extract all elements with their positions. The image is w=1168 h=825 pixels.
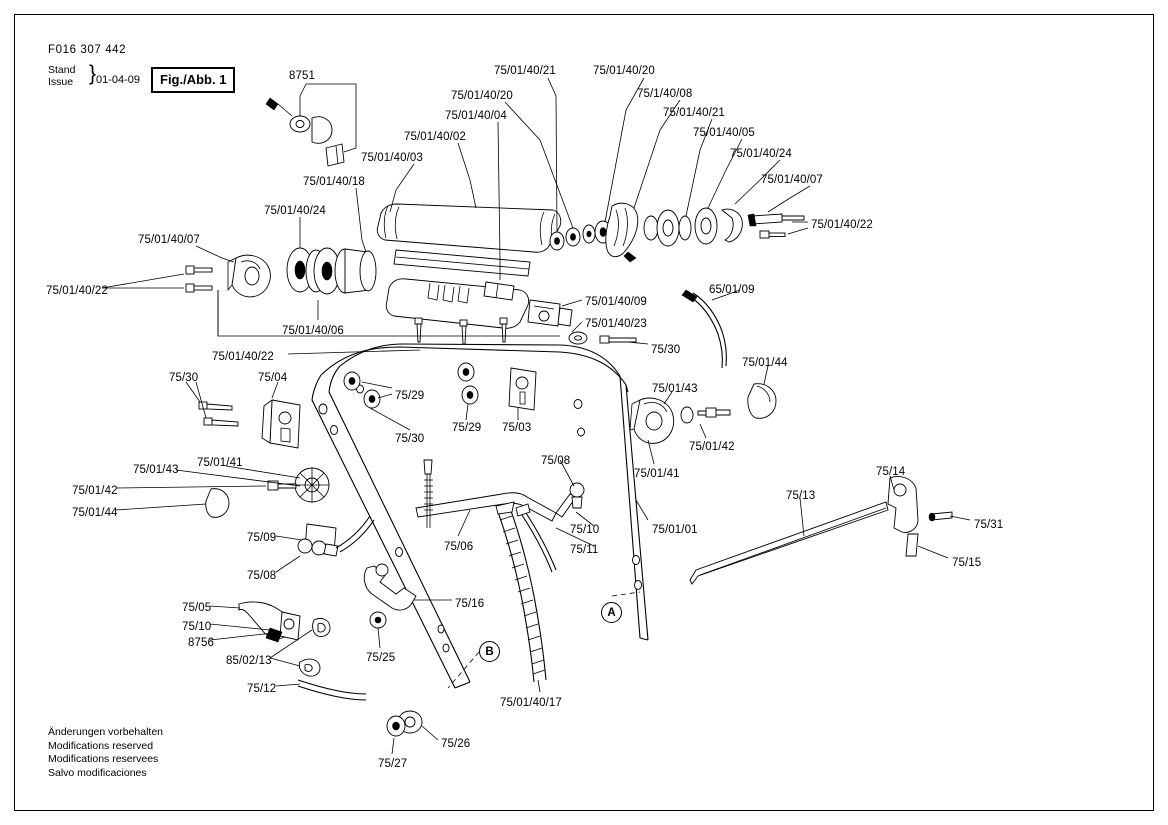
callout-750140-24a: 75/01/40/24: [730, 148, 792, 160]
callout-7510b: 75/10: [182, 621, 212, 633]
section-mark-a: A: [601, 602, 622, 623]
callout-750142a: 75/01/42: [689, 441, 735, 453]
callout-750144a: 75/01/44: [742, 357, 788, 369]
callout-750140-22b: 75/01/40/22: [46, 285, 108, 297]
callout-750140-21a: 75/01/40/21: [494, 65, 556, 77]
callout-7529a: 75/29: [395, 390, 425, 402]
callout-750140-24b: 75/01/40/24: [264, 205, 326, 217]
callout-7530a: 75/30: [651, 344, 681, 356]
callout-7503: 75/03: [502, 422, 532, 434]
brace-glyph: }: [89, 62, 97, 85]
callout-650109: 65/01/09: [709, 284, 755, 296]
callout-7527: 75/27: [378, 758, 408, 770]
callout-750141b: 75/01/41: [634, 468, 680, 480]
callout-750140-20b: 75/01/40/20: [451, 90, 513, 102]
callout-8756: 8756: [188, 637, 214, 649]
callout-7531: 75/31: [974, 519, 1004, 531]
callout-750140-22a: 75/01/40/22: [811, 219, 873, 231]
callout-7530c: 75/30: [395, 433, 425, 445]
callout-7506: 75/06: [444, 541, 474, 553]
callout-7530b: 75/30: [169, 372, 199, 384]
stand-label: Stand: [48, 64, 76, 76]
callout-750140-21b: 75/01/40/21: [663, 107, 725, 119]
issue-label: Issue: [48, 76, 74, 88]
callout-750140-22c: 75/01/40/22: [212, 351, 274, 363]
callout-8751: 8751: [289, 70, 315, 82]
callout-750140-23: 75/01/40/23: [585, 318, 647, 330]
callout-7508a: 75/08: [541, 455, 571, 467]
callout-7512: 75/12: [247, 683, 277, 695]
section-mark-b: B: [479, 641, 500, 662]
callout-7505: 75/05: [182, 602, 212, 614]
footer-line-en: Modifications reserved: [48, 739, 154, 752]
callout-7514: 75/14: [876, 466, 906, 478]
callout-750141a: 75/01/41: [197, 457, 243, 469]
document-code: F016 307 442: [48, 44, 127, 56]
callout-7526: 75/26: [441, 738, 471, 750]
callout-750140-20a: 75/01/40/20: [593, 65, 655, 77]
callout-750140-03: 75/01/40/03: [361, 152, 423, 164]
footer-line-de: Änderungen vorbehalten: [48, 726, 164, 738]
callout-750144b: 75/01/44: [72, 507, 118, 519]
callout-750101: 75/01/01: [652, 524, 698, 536]
callout-7510a: 75/10: [570, 524, 600, 536]
callout-750140-18: 75/01/40/18: [303, 176, 365, 188]
footer-disclaimer: [48, 726, 163, 780]
callout-7511: 75/11: [570, 544, 599, 556]
figure-label-box: Fig./Abb. 1: [151, 67, 235, 93]
callout-750140-07b: 75/01/40/07: [138, 234, 200, 246]
callout-850213: 85/02/13: [226, 655, 272, 667]
callout-750143b: 75/01/43: [133, 464, 179, 476]
callout-750140-05: 75/01/40/05: [693, 127, 755, 139]
callout-750143a: 75/01/43: [652, 383, 698, 395]
callout-750140-07a: 75/01/40/07: [761, 174, 823, 186]
callout-750140-04: 75/01/40/04: [445, 110, 507, 122]
callout-750140-17: 75/01/40/17: [500, 697, 562, 709]
callout-7504: 75/04: [258, 372, 288, 384]
callout-7516: 75/16: [455, 598, 485, 610]
footer-line-es: Salvo modificaciones: [48, 766, 147, 779]
callout-750140-02: 75/01/40/02: [404, 131, 466, 143]
callout-75140-08: 75/1/40/08: [637, 88, 693, 100]
callout-7525: 75/25: [366, 652, 396, 664]
callout-7509: 75/09: [247, 532, 277, 544]
callout-750142b: 75/01/42: [72, 485, 118, 497]
callout-750140-06: 75/01/40/06: [282, 325, 344, 337]
callout-750140-09: 75/01/40/09: [585, 296, 647, 308]
callout-7508b: 75/08: [247, 570, 277, 582]
callout-7529b: 75/29: [452, 422, 482, 434]
revision-date: 01-04-09: [96, 74, 141, 86]
footer-line-fr: Modifications reservees: [48, 753, 159, 765]
callout-7515: 75/15: [952, 557, 982, 569]
callout-7513: 75/13: [786, 490, 816, 502]
